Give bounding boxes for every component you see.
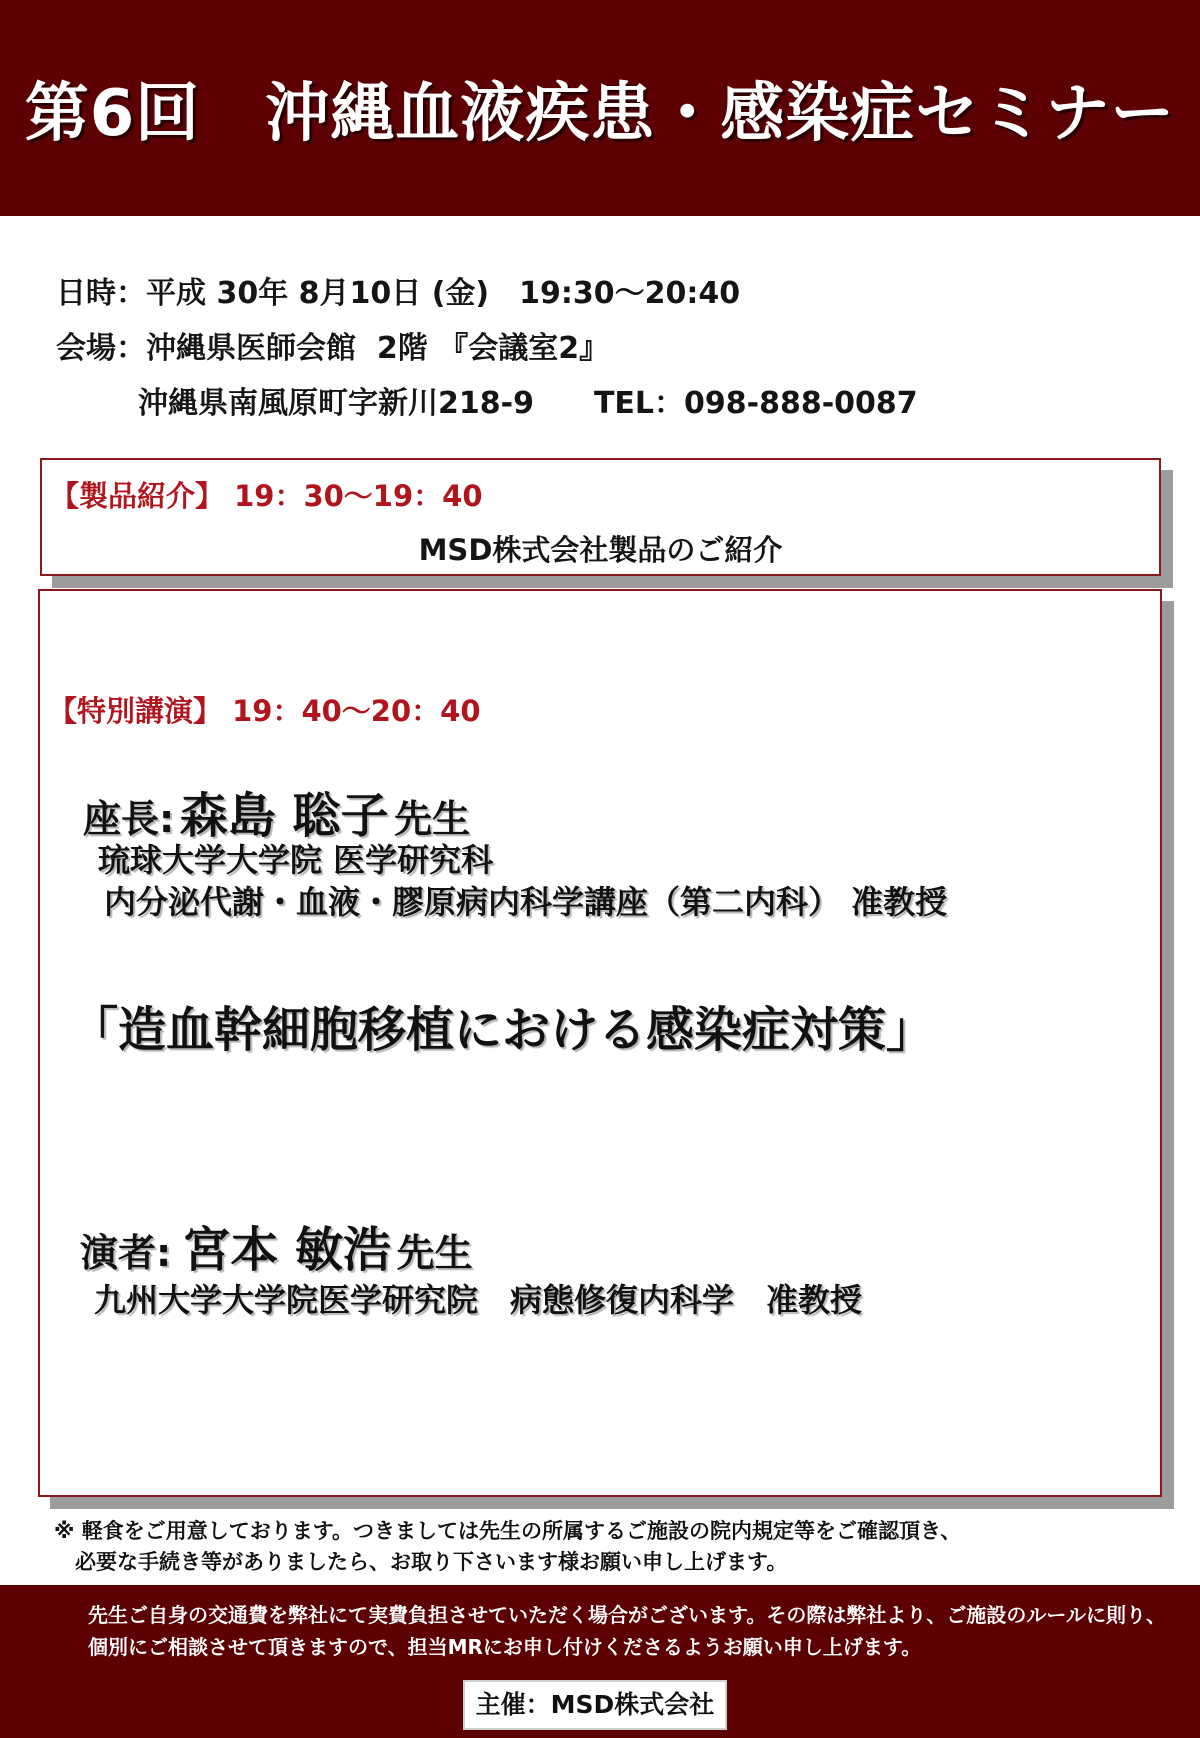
speaker-name: 宮本 敏浩 [182, 1222, 392, 1278]
header-banner [0, 0, 1200, 216]
special-lecture-box [38, 589, 1162, 1497]
product-intro-title: MSD株式会社製品のご紹介 [418, 533, 783, 567]
refreshment-note-line-1: ※ 軽食をご用意しております。つきましては先生の所属するご施設の院内規定等をご確認頂き、 [54, 1519, 962, 1543]
event-venue: 会場：沖縄県医師会館 2階 『会議室2』 [56, 331, 610, 366]
speaker-honorific: 先生 [396, 1231, 473, 1275]
chair-affiliation-2: 内分泌代謝・血液・膠原病内科学講座（第二内科） 准教授 [104, 883, 948, 921]
organizer-badge: 主催：MSD株式会社 [463, 1680, 727, 1730]
special-lecture-label: 【特別講演】 19：40～20：40 [48, 694, 481, 728]
refreshment-note [54, 1516, 961, 1578]
speaker-role: 演者: [80, 1231, 172, 1275]
chair-affiliation-1: 琉球大学大学院 医学研究科 [98, 841, 494, 879]
speaker-line [80, 1211, 473, 1280]
chair-name: 森島 聡子 [179, 788, 389, 844]
transport-note-line-1: 先生ご自身の交通費を弊社にて実費負担させていただく場合がございます。その際は弊社より、ご施設のルールに則り、 [88, 1603, 1166, 1627]
lecture-title: 「造血幹細胞移植における感染症対策」 [70, 1002, 935, 1058]
speaker-affiliation: 九州大学大学院医学研究院 病態修復内科学 准教授 [94, 1281, 863, 1319]
transport-note [88, 1599, 1166, 1663]
event-datetime: 日時：平成 30年 8月10日 (金) 19:30～20:40 [56, 276, 741, 311]
page-title: 第6回 沖縄血液疾患・感染症セミナー [24, 77, 1176, 151]
refreshment-note-line-2: 必要な手続き等がありましたら、お取り下さいます様お願い申し上げます。 [54, 1550, 788, 1574]
product-intro-box [40, 458, 1161, 576]
event-address: 沖縄県南風原町字新川218-9 TEL：098-888-0087 [138, 386, 918, 421]
footer-banner [0, 1585, 1200, 1738]
transport-note-line-2: 個別にご相談させて頂きますので、担当MRにお申し付けくださるようお願い申し上げます。 [88, 1635, 922, 1659]
chair-honorific: 先生 [394, 797, 471, 841]
chair-role: 座長: [83, 797, 175, 841]
product-intro-label: 【製品紹介】 19：30～19：40 [50, 479, 483, 513]
